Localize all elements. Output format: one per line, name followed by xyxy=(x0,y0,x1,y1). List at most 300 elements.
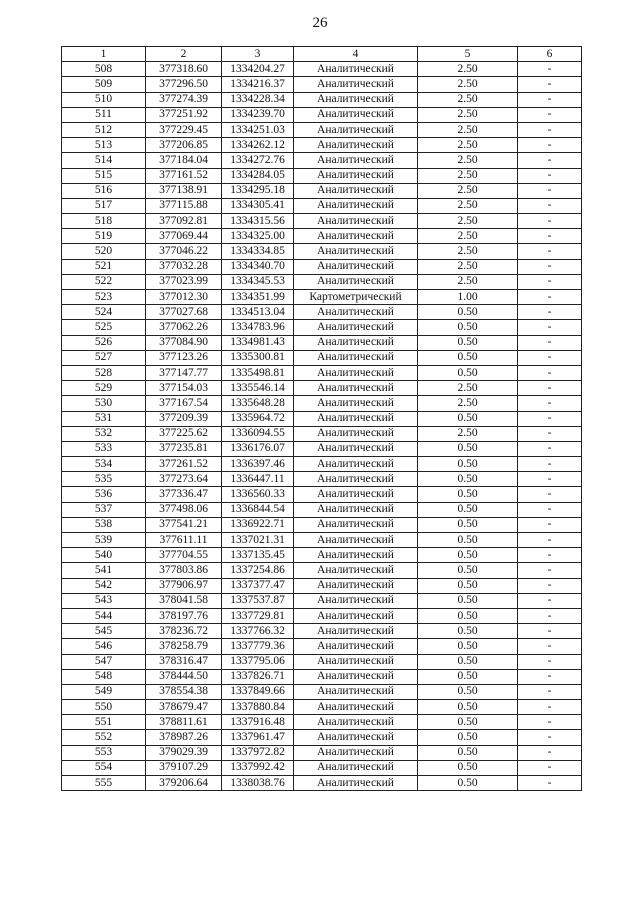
x-coordinate-cell: 377069.44 xyxy=(146,229,222,244)
method-cell: Аналитический xyxy=(294,730,418,745)
method-cell: Аналитический xyxy=(294,396,418,411)
y-coordinate-cell: 1334315.56 xyxy=(222,214,294,229)
point-number-cell: 548 xyxy=(62,669,146,684)
table-row xyxy=(62,760,582,775)
note-cell: - xyxy=(518,259,582,274)
point-number-cell: 533 xyxy=(62,441,146,456)
note-cell: - xyxy=(518,776,582,791)
point-number-cell: 509 xyxy=(62,77,146,92)
method-cell: Аналитический xyxy=(294,305,418,320)
accuracy-cell: 2.50 xyxy=(418,259,518,274)
table-row xyxy=(62,730,582,745)
point-number-cell: 512 xyxy=(62,122,146,137)
note-cell: - xyxy=(518,62,582,77)
y-coordinate-cell: 1336922.71 xyxy=(222,517,294,532)
accuracy-cell: 2.50 xyxy=(418,122,518,137)
y-coordinate-cell: 1336844.54 xyxy=(222,502,294,517)
x-coordinate-cell: 379206.64 xyxy=(146,776,222,791)
method-cell: Аналитический xyxy=(294,183,418,198)
accuracy-cell: 2.50 xyxy=(418,62,518,77)
y-coordinate-cell: 1337537.87 xyxy=(222,593,294,608)
table-row xyxy=(62,122,582,137)
table-row xyxy=(62,472,582,487)
point-number-cell: 554 xyxy=(62,760,146,775)
y-coordinate-cell: 1334262.12 xyxy=(222,138,294,153)
method-cell: Аналитический xyxy=(294,533,418,548)
table-row xyxy=(62,183,582,198)
x-coordinate-cell: 377027.68 xyxy=(146,305,222,320)
accuracy-cell: 0.50 xyxy=(418,305,518,320)
table-row xyxy=(62,381,582,396)
point-number-cell: 525 xyxy=(62,320,146,335)
point-number-cell: 543 xyxy=(62,593,146,608)
y-coordinate-cell: 1337729.81 xyxy=(222,608,294,623)
note-cell: - xyxy=(518,745,582,760)
x-coordinate-cell: 377012.30 xyxy=(146,290,222,305)
note-cell: - xyxy=(518,320,582,335)
table-row xyxy=(62,654,582,669)
method-cell: Аналитический xyxy=(294,198,418,213)
note-cell: - xyxy=(518,593,582,608)
table-row xyxy=(62,457,582,472)
note-cell: - xyxy=(518,684,582,699)
point-number-cell: 555 xyxy=(62,776,146,791)
x-coordinate-cell: 378041.58 xyxy=(146,593,222,608)
accuracy-cell: 0.50 xyxy=(418,411,518,426)
accuracy-cell: 2.50 xyxy=(418,153,518,168)
accuracy-cell: 0.50 xyxy=(418,684,518,699)
y-coordinate-cell: 1334295.18 xyxy=(222,183,294,198)
y-coordinate-cell: 1337880.84 xyxy=(222,700,294,715)
y-coordinate-cell: 1334272.76 xyxy=(222,153,294,168)
method-cell: Аналитический xyxy=(294,381,418,396)
x-coordinate-cell: 377296.50 xyxy=(146,77,222,92)
x-coordinate-cell: 377123.26 xyxy=(146,350,222,365)
accuracy-cell: 0.50 xyxy=(418,715,518,730)
x-coordinate-cell: 377154.03 xyxy=(146,381,222,396)
point-number-cell: 536 xyxy=(62,487,146,502)
accuracy-cell: 2.50 xyxy=(418,426,518,441)
table-row xyxy=(62,198,582,213)
point-number-cell: 522 xyxy=(62,274,146,289)
x-coordinate-cell: 377803.86 xyxy=(146,563,222,578)
accuracy-cell: 2.50 xyxy=(418,274,518,289)
column-header-2: 2 xyxy=(146,47,222,62)
point-number-cell: 527 xyxy=(62,350,146,365)
y-coordinate-cell: 1336560.33 xyxy=(222,487,294,502)
accuracy-cell: 1.00 xyxy=(418,290,518,305)
y-coordinate-cell: 1334351.99 xyxy=(222,290,294,305)
y-coordinate-cell: 1334325.00 xyxy=(222,229,294,244)
y-coordinate-cell: 1334340.70 xyxy=(222,259,294,274)
method-cell: Аналитический xyxy=(294,654,418,669)
table-row xyxy=(62,274,582,289)
point-number-cell: 513 xyxy=(62,138,146,153)
method-cell: Аналитический xyxy=(294,684,418,699)
note-cell: - xyxy=(518,350,582,365)
table-row xyxy=(62,669,582,684)
x-coordinate-cell: 378679.47 xyxy=(146,700,222,715)
note-cell: - xyxy=(518,411,582,426)
accuracy-cell: 2.50 xyxy=(418,92,518,107)
y-coordinate-cell: 1337916.48 xyxy=(222,715,294,730)
table-row xyxy=(62,92,582,107)
x-coordinate-cell: 377498.06 xyxy=(146,502,222,517)
x-coordinate-cell: 378316.47 xyxy=(146,654,222,669)
y-coordinate-cell: 1334334.85 xyxy=(222,244,294,259)
note-cell: - xyxy=(518,168,582,183)
x-coordinate-cell: 377235.81 xyxy=(146,441,222,456)
point-number-cell: 518 xyxy=(62,214,146,229)
table-row xyxy=(62,684,582,699)
y-coordinate-cell: 1335546.14 xyxy=(222,381,294,396)
x-coordinate-cell: 377206.85 xyxy=(146,138,222,153)
y-coordinate-cell: 1337826.71 xyxy=(222,669,294,684)
method-cell: Аналитический xyxy=(294,487,418,502)
header-row xyxy=(62,47,582,62)
x-coordinate-cell: 377261.52 xyxy=(146,457,222,472)
accuracy-cell: 0.50 xyxy=(418,730,518,745)
table-row xyxy=(62,715,582,730)
x-coordinate-cell: 378987.26 xyxy=(146,730,222,745)
point-number-cell: 537 xyxy=(62,502,146,517)
note-cell: - xyxy=(518,183,582,198)
accuracy-cell: 2.50 xyxy=(418,229,518,244)
point-number-cell: 530 xyxy=(62,396,146,411)
y-coordinate-cell: 1335300.81 xyxy=(222,350,294,365)
table-row xyxy=(62,548,582,563)
accuracy-cell: 0.50 xyxy=(418,457,518,472)
method-cell: Аналитический xyxy=(294,138,418,153)
accuracy-cell: 0.50 xyxy=(418,593,518,608)
note-cell: - xyxy=(518,715,582,730)
accuracy-cell: 0.50 xyxy=(418,441,518,456)
table-row xyxy=(62,578,582,593)
page-number: 26 xyxy=(312,15,328,31)
y-coordinate-cell: 1334783.96 xyxy=(222,320,294,335)
table-header xyxy=(62,47,582,62)
table-row xyxy=(62,290,582,305)
x-coordinate-cell: 377229.45 xyxy=(146,122,222,137)
note-cell: - xyxy=(518,441,582,456)
table-row xyxy=(62,624,582,639)
note-cell: - xyxy=(518,107,582,122)
table-row xyxy=(62,533,582,548)
table-row xyxy=(62,350,582,365)
y-coordinate-cell: 1335648.28 xyxy=(222,396,294,411)
y-coordinate-cell: 1335964.72 xyxy=(222,411,294,426)
y-coordinate-cell: 1337972.82 xyxy=(222,745,294,760)
y-coordinate-cell: 1337766.32 xyxy=(222,624,294,639)
column-header-6: 6 xyxy=(518,47,582,62)
note-cell: - xyxy=(518,700,582,715)
table-row xyxy=(62,700,582,715)
y-coordinate-cell: 1334345.53 xyxy=(222,274,294,289)
method-cell: Картометрический xyxy=(294,290,418,305)
note-cell: - xyxy=(518,122,582,137)
y-coordinate-cell: 1338038.76 xyxy=(222,776,294,791)
y-coordinate-cell: 1335498.81 xyxy=(222,365,294,380)
point-number-cell: 514 xyxy=(62,153,146,168)
x-coordinate-cell: 377541.21 xyxy=(146,517,222,532)
table-row xyxy=(62,320,582,335)
table-body xyxy=(62,62,582,791)
y-coordinate-cell: 1336447.11 xyxy=(222,472,294,487)
point-number-cell: 532 xyxy=(62,426,146,441)
note-cell: - xyxy=(518,502,582,517)
y-coordinate-cell: 1337849.66 xyxy=(222,684,294,699)
accuracy-cell: 0.50 xyxy=(418,654,518,669)
method-cell: Аналитический xyxy=(294,244,418,259)
point-number-cell: 546 xyxy=(62,639,146,654)
x-coordinate-cell: 377225.62 xyxy=(146,426,222,441)
point-number-cell: 516 xyxy=(62,183,146,198)
y-coordinate-cell: 1336397.46 xyxy=(222,457,294,472)
x-coordinate-cell: 378258.79 xyxy=(146,639,222,654)
accuracy-cell: 2.50 xyxy=(418,396,518,411)
accuracy-cell: 0.50 xyxy=(418,578,518,593)
accuracy-cell: 0.50 xyxy=(418,335,518,350)
accuracy-cell: 0.50 xyxy=(418,776,518,791)
table-row xyxy=(62,517,582,532)
x-coordinate-cell: 377115.88 xyxy=(146,198,222,213)
point-number-cell: 520 xyxy=(62,244,146,259)
coordinates-table xyxy=(61,46,582,791)
table-row xyxy=(62,229,582,244)
method-cell: Аналитический xyxy=(294,92,418,107)
table-row xyxy=(62,305,582,320)
method-cell: Аналитический xyxy=(294,62,418,77)
note-cell: - xyxy=(518,608,582,623)
note-cell: - xyxy=(518,244,582,259)
accuracy-cell: 0.50 xyxy=(418,502,518,517)
x-coordinate-cell: 377336.47 xyxy=(146,487,222,502)
table-row xyxy=(62,502,582,517)
y-coordinate-cell: 1337779.36 xyxy=(222,639,294,654)
x-coordinate-cell: 378236.72 xyxy=(146,624,222,639)
table-row xyxy=(62,563,582,578)
y-coordinate-cell: 1336176.07 xyxy=(222,441,294,456)
accuracy-cell: 2.50 xyxy=(418,214,518,229)
table-row xyxy=(62,776,582,791)
method-cell: Аналитический xyxy=(294,715,418,730)
x-coordinate-cell: 379107.29 xyxy=(146,760,222,775)
y-coordinate-cell: 1337795.06 xyxy=(222,654,294,669)
accuracy-cell: 0.50 xyxy=(418,533,518,548)
y-coordinate-cell: 1334204.27 xyxy=(222,62,294,77)
accuracy-cell: 2.50 xyxy=(418,107,518,122)
point-number-cell: 521 xyxy=(62,259,146,274)
y-coordinate-cell: 1336094.55 xyxy=(222,426,294,441)
note-cell: - xyxy=(518,214,582,229)
method-cell: Аналитический xyxy=(294,548,418,563)
point-number-cell: 545 xyxy=(62,624,146,639)
accuracy-cell: 0.50 xyxy=(418,365,518,380)
method-cell: Аналитический xyxy=(294,593,418,608)
accuracy-cell: 2.50 xyxy=(418,168,518,183)
accuracy-cell: 2.50 xyxy=(418,381,518,396)
accuracy-cell: 2.50 xyxy=(418,198,518,213)
method-cell: Аналитический xyxy=(294,624,418,639)
point-number-cell: 535 xyxy=(62,472,146,487)
point-number-cell: 531 xyxy=(62,411,146,426)
point-number-cell: 542 xyxy=(62,578,146,593)
table-row xyxy=(62,608,582,623)
method-cell: Аналитический xyxy=(294,229,418,244)
y-coordinate-cell: 1334228.34 xyxy=(222,92,294,107)
accuracy-cell: 0.50 xyxy=(418,472,518,487)
table-row xyxy=(62,396,582,411)
y-coordinate-cell: 1334239.70 xyxy=(222,107,294,122)
method-cell: Аналитический xyxy=(294,472,418,487)
point-number-cell: 519 xyxy=(62,229,146,244)
note-cell: - xyxy=(518,639,582,654)
table-row xyxy=(62,153,582,168)
table-row xyxy=(62,411,582,426)
method-cell: Аналитический xyxy=(294,153,418,168)
note-cell: - xyxy=(518,669,582,684)
method-cell: Аналитический xyxy=(294,745,418,760)
note-cell: - xyxy=(518,290,582,305)
method-cell: Аналитический xyxy=(294,700,418,715)
point-number-cell: 534 xyxy=(62,457,146,472)
point-number-cell: 547 xyxy=(62,654,146,669)
method-cell: Аналитический xyxy=(294,77,418,92)
note-cell: - xyxy=(518,548,582,563)
column-header-3: 3 xyxy=(222,47,294,62)
point-number-cell: 549 xyxy=(62,684,146,699)
table-row xyxy=(62,365,582,380)
x-coordinate-cell: 377274.39 xyxy=(146,92,222,107)
note-cell: - xyxy=(518,381,582,396)
note-cell: - xyxy=(518,274,582,289)
point-number-cell: 540 xyxy=(62,548,146,563)
point-number-cell: 528 xyxy=(62,365,146,380)
method-cell: Аналитический xyxy=(294,517,418,532)
table-row xyxy=(62,745,582,760)
method-cell: Аналитический xyxy=(294,441,418,456)
accuracy-cell: 0.50 xyxy=(418,608,518,623)
x-coordinate-cell: 377023.99 xyxy=(146,274,222,289)
x-coordinate-cell: 377147.77 xyxy=(146,365,222,380)
note-cell: - xyxy=(518,92,582,107)
method-cell: Аналитический xyxy=(294,502,418,517)
method-cell: Аналитический xyxy=(294,457,418,472)
note-cell: - xyxy=(518,335,582,350)
y-coordinate-cell: 1337254.86 xyxy=(222,563,294,578)
point-number-cell: 553 xyxy=(62,745,146,760)
x-coordinate-cell: 377092.81 xyxy=(146,214,222,229)
note-cell: - xyxy=(518,457,582,472)
point-number-cell: 529 xyxy=(62,381,146,396)
point-number-cell: 552 xyxy=(62,730,146,745)
x-coordinate-cell: 378444.50 xyxy=(146,669,222,684)
method-cell: Аналитический xyxy=(294,608,418,623)
method-cell: Аналитический xyxy=(294,122,418,137)
y-coordinate-cell: 1334513.04 xyxy=(222,305,294,320)
table-row xyxy=(62,639,582,654)
note-cell: - xyxy=(518,77,582,92)
point-number-cell: 541 xyxy=(62,563,146,578)
accuracy-cell: 0.50 xyxy=(418,624,518,639)
note-cell: - xyxy=(518,138,582,153)
point-number-cell: 523 xyxy=(62,290,146,305)
accuracy-cell: 0.50 xyxy=(418,639,518,654)
x-coordinate-cell: 377318.60 xyxy=(146,62,222,77)
note-cell: - xyxy=(518,730,582,745)
point-number-cell: 544 xyxy=(62,608,146,623)
method-cell: Аналитический xyxy=(294,214,418,229)
note-cell: - xyxy=(518,229,582,244)
point-number-cell: 539 xyxy=(62,533,146,548)
y-coordinate-cell: 1334284.05 xyxy=(222,168,294,183)
y-coordinate-cell: 1337961.47 xyxy=(222,730,294,745)
method-cell: Аналитический xyxy=(294,669,418,684)
accuracy-cell: 0.50 xyxy=(418,320,518,335)
y-coordinate-cell: 1337377.47 xyxy=(222,578,294,593)
accuracy-cell: 0.50 xyxy=(418,700,518,715)
accuracy-cell: 0.50 xyxy=(418,487,518,502)
point-number-cell: 538 xyxy=(62,517,146,532)
note-cell: - xyxy=(518,487,582,502)
method-cell: Аналитический xyxy=(294,365,418,380)
point-number-cell: 517 xyxy=(62,198,146,213)
accuracy-cell: 0.50 xyxy=(418,760,518,775)
accuracy-cell: 0.50 xyxy=(418,669,518,684)
table-row xyxy=(62,593,582,608)
note-cell: - xyxy=(518,533,582,548)
x-coordinate-cell: 377046.22 xyxy=(146,244,222,259)
x-coordinate-cell: 377273.64 xyxy=(146,472,222,487)
method-cell: Аналитический xyxy=(294,578,418,593)
method-cell: Аналитический xyxy=(294,320,418,335)
note-cell: - xyxy=(518,365,582,380)
note-cell: - xyxy=(518,563,582,578)
x-coordinate-cell: 377138.91 xyxy=(146,183,222,198)
y-coordinate-cell: 1337135.45 xyxy=(222,548,294,563)
method-cell: Аналитический xyxy=(294,776,418,791)
point-number-cell: 508 xyxy=(62,62,146,77)
x-coordinate-cell: 377251.92 xyxy=(146,107,222,122)
method-cell: Аналитический xyxy=(294,335,418,350)
point-number-cell: 511 xyxy=(62,107,146,122)
x-coordinate-cell: 377184.04 xyxy=(146,153,222,168)
method-cell: Аналитический xyxy=(294,760,418,775)
column-header-5: 5 xyxy=(418,47,518,62)
table-row xyxy=(62,487,582,502)
table-row xyxy=(62,441,582,456)
accuracy-cell: 2.50 xyxy=(418,138,518,153)
method-cell: Аналитический xyxy=(294,168,418,183)
y-coordinate-cell: 1334216.37 xyxy=(222,77,294,92)
note-cell: - xyxy=(518,198,582,213)
accuracy-cell: 0.50 xyxy=(418,350,518,365)
x-coordinate-cell: 379029.39 xyxy=(146,745,222,760)
point-number-cell: 510 xyxy=(62,92,146,107)
column-header-1: 1 xyxy=(62,47,146,62)
note-cell: - xyxy=(518,153,582,168)
accuracy-cell: 2.50 xyxy=(418,244,518,259)
accuracy-cell: 0.50 xyxy=(418,745,518,760)
x-coordinate-cell: 377161.52 xyxy=(146,168,222,183)
point-number-cell: 526 xyxy=(62,335,146,350)
table-row xyxy=(62,244,582,259)
x-coordinate-cell: 377084.90 xyxy=(146,335,222,350)
y-coordinate-cell: 1334981.43 xyxy=(222,335,294,350)
method-cell: Аналитический xyxy=(294,426,418,441)
note-cell: - xyxy=(518,517,582,532)
table-row xyxy=(62,168,582,183)
